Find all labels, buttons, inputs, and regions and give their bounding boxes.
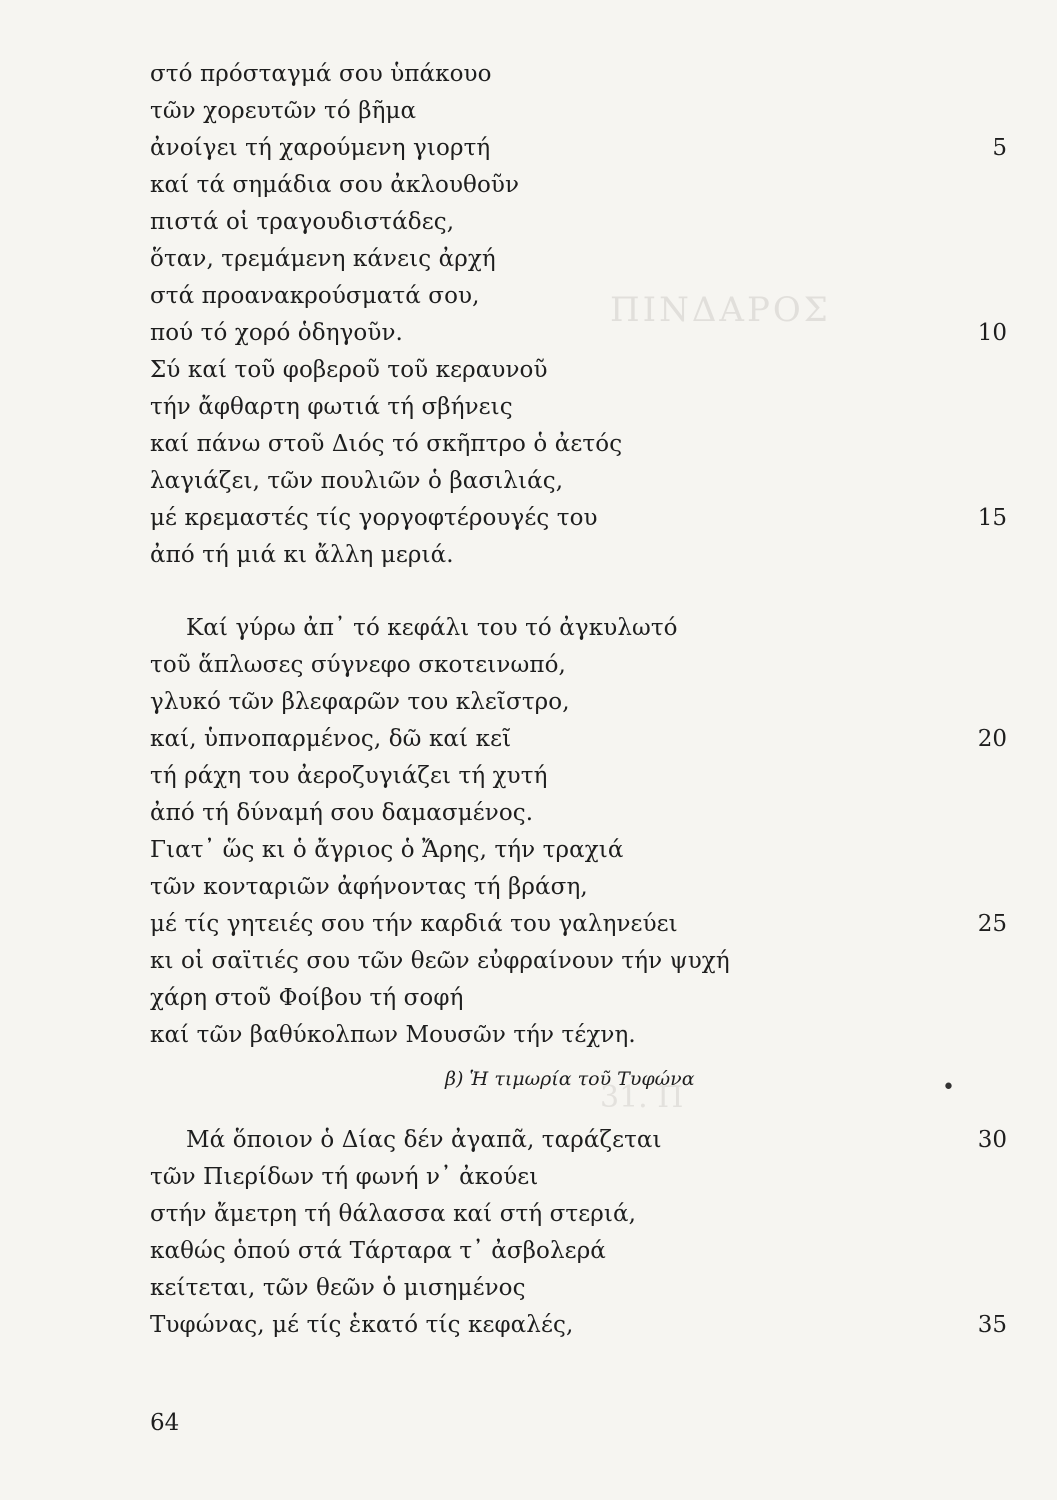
poem-line: λαγιάζει, τῶν πουλιῶν ὁ βασιλιάς, [150,468,564,494]
poem-line: Σύ καί τοῦ φοβεροῦ τοῦ κεραυνοῦ [150,357,548,383]
line-number: 10 [977,320,1007,346]
line-number: 15 [977,505,1007,531]
poem-line: τή ράχη του ἀεροζυγιάζει τή χυτή [150,763,548,789]
poem-line: καθώς ὁπού στά Τάρταρα τ᾽ ἀσβολερά [150,1238,606,1264]
line-number: 20 [977,726,1007,752]
bleed-through-heading: ΠΙΝΔΑΡΟΣ [610,290,831,330]
poem-line: Καί γύρω ἀπ᾽ τό κεφάλι του τό ἀγκυλωτό [186,615,678,641]
poem-line: ἀπό τή δύναμή σου δαμασμένος. [150,800,534,826]
poem-line: χάρη στοῦ Φοίβου τή σοφή [150,985,464,1011]
poem-line: ἀπό τή μιά κι ἄλλη μεριά. [150,542,454,568]
margin-dot: • [942,1075,955,1100]
poem-line: μέ τίς γητειές σου τήν καρδιά του γαληνεύει [150,911,678,937]
line-number: 25 [977,911,1007,937]
poem-line: κι οἱ σαϊτιές σου τῶν θεῶν εὐφραίνουν τήν ψυχή [150,948,730,974]
poem-line: Τυφώνας, μέ τίς ἑκατό τίς κεφαλές, [150,1312,574,1338]
poem-line: ἀνοίγει τή χαρούμενη γιορτή [150,135,491,161]
poem-line: τῶν χορευτῶν τό βῆμα [150,98,417,124]
poem-line: καί, ὑπνοπαρμένος, δῶ καί κεῖ [150,726,512,752]
poem-line: τοῦ ἅπλωσες σύγνεφο σκοτεινωπό, [150,652,566,678]
poem-line: στά προανακρούσματά σου, [150,283,480,309]
poem-line: πιστά οἱ τραγουδιστάδες, [150,209,455,235]
poem-line: κείτεται, τῶν θεῶν ὁ μισημένος [150,1275,526,1301]
poem-line: Γιατ᾽ ὥς κι ὁ ἄγριος ὁ Ἄρης, τήν τραχιά [150,837,624,863]
line-number: 30 [977,1127,1007,1153]
poem-line: ὅταν, τρεμάμενη κάνεις ἀρχή [150,246,496,272]
poem-line: καί πάνω στοῦ Διός τό σκῆπτρο ὁ ἀετός [150,431,623,457]
bleed-through-heading-2: 31. Π [600,1080,684,1115]
poem-line: καί τῶν βαθύκολπων Μουσῶν τήν τέχνη. [150,1022,636,1048]
poem-line: στήν ἄμετρη τή θάλασσα καί στή στεριά, [150,1201,637,1227]
poem-line: στό πρόσταγμά σου ὑπάκουο [150,61,492,87]
section-subheading: β) Ἡ τιμωρία τοῦ Τυφώνα [445,1068,695,1090]
line-number: 35 [977,1312,1007,1338]
poem-line: Μά ὅποιον ὁ Δίας δέν ἀγαπᾶ, ταράζεται [186,1127,662,1153]
poem-line: πού τό χορό ὁδηγοῦν. [150,320,403,346]
poem-line: τῶν κονταριῶν ἀφήνοντας τή βράση, [150,874,588,900]
poem-line: τήν ἄφθαρτη φωτιά τή σβήνεις [150,394,513,420]
poem-line: μέ κρεμαστές τίς γοργοφτέρουγές του [150,505,598,531]
page-number: 64 [150,1410,180,1436]
poem-line: καί τά σημάδια σου ἀκλουθοῦν [150,172,520,198]
poem-line: γλυκό τῶν βλεφαρῶν του κλεῖστρο, [150,689,570,715]
poem-line: τῶν Πιερίδων τή φωνή ν᾽ ἀκούει [150,1164,539,1190]
line-number: 5 [992,135,1007,161]
